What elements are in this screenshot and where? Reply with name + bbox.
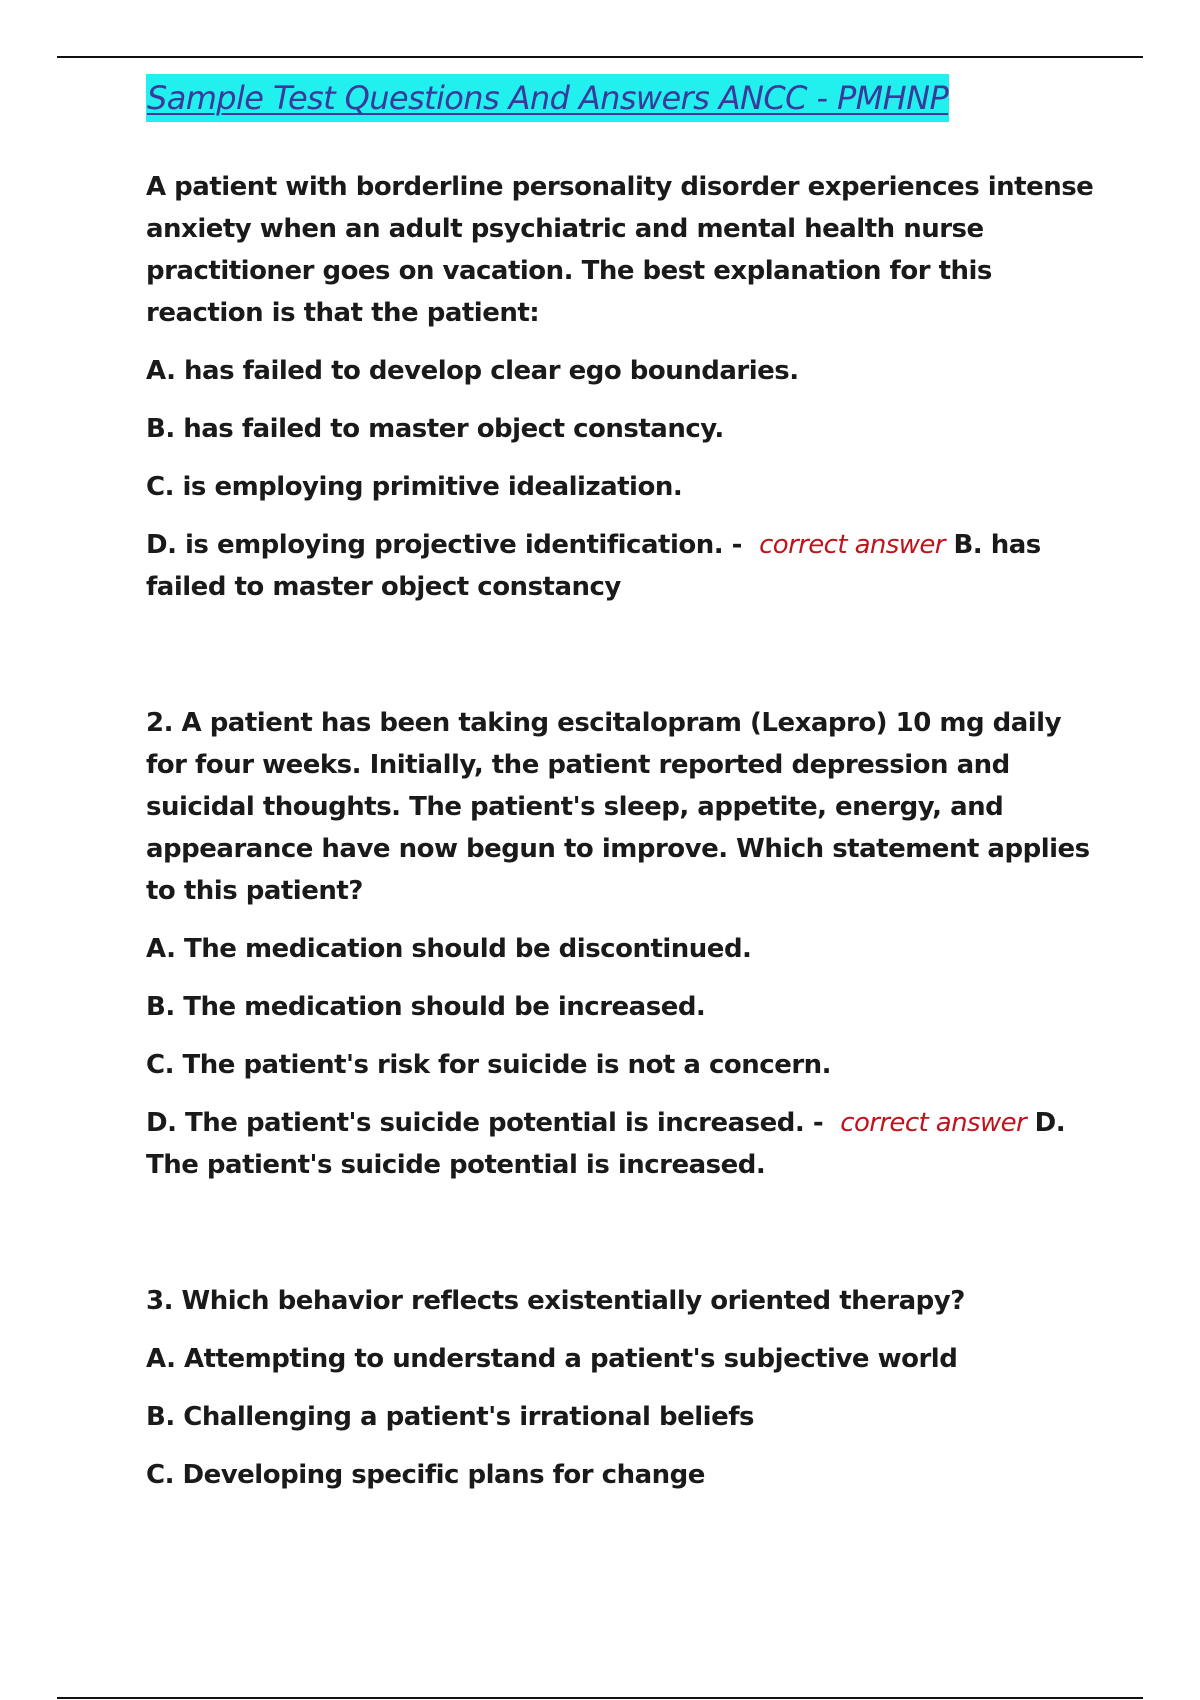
question-3 [146, 1280, 1096, 1496]
top-rule [57, 56, 1143, 58]
correct-answer-label: correct answer [840, 1108, 1027, 1138]
question-text: 2. A patient has been taking escitalopram (Lexapro) 10 mg daily for four weeks. Initially, the patient reported depression and suicidal thoughts. The patient's sleep, appetite, energy, and appearance have now begun to improve. Which statement applies to this patient? [146, 708, 1090, 906]
option-c: C. The patient's risk for suicide is not a concern. [146, 1050, 832, 1080]
question-1 [146, 166, 1096, 608]
question-text: 3. Which behavior reflects existentially oriented therapy? [146, 1286, 965, 1316]
bottom-rule [57, 1697, 1143, 1699]
option-c: C. is employing primitive idealization. [146, 472, 683, 502]
option-b: B. The medication should be increased. [146, 992, 706, 1022]
correct-answer-label: correct answer [759, 530, 945, 560]
option-a: A. Attempting to understand a patient's subjective world [146, 1344, 958, 1374]
option-b: B. has failed to master object constancy. [146, 414, 724, 444]
option-d: D. The patient's suicide potential is increased. - [146, 1108, 824, 1138]
option-b: B. Challenging a patient's irrational beliefs [146, 1402, 755, 1432]
question-text: A patient with borderline personality disorder experiences intense anxiety when an adult psychiatric and mental health nurse practitioner goes on vacation. The best explanation for this reaction is that the patient: [146, 172, 1094, 328]
question-2 [146, 702, 1096, 1186]
option-d-with-answer [146, 524, 1096, 608]
option-c: C. Developing specific plans for change [146, 1460, 705, 1490]
document-title: Sample Test Questions And Answers ANCC - PMHNP [146, 74, 949, 122]
option-d-with-answer [146, 1102, 1096, 1186]
document-body [146, 74, 1096, 1496]
answer-text: D. The patient's suicide potential is increased. [146, 1108, 1066, 1180]
option-a: A. has failed to develop clear ego boundaries. [146, 356, 799, 386]
option-a: A. The medication should be discontinued. [146, 934, 752, 964]
option-d: D. is employing projective identification. - [146, 530, 742, 560]
answer-text: B. has failed to master object constancy [146, 530, 1041, 602]
